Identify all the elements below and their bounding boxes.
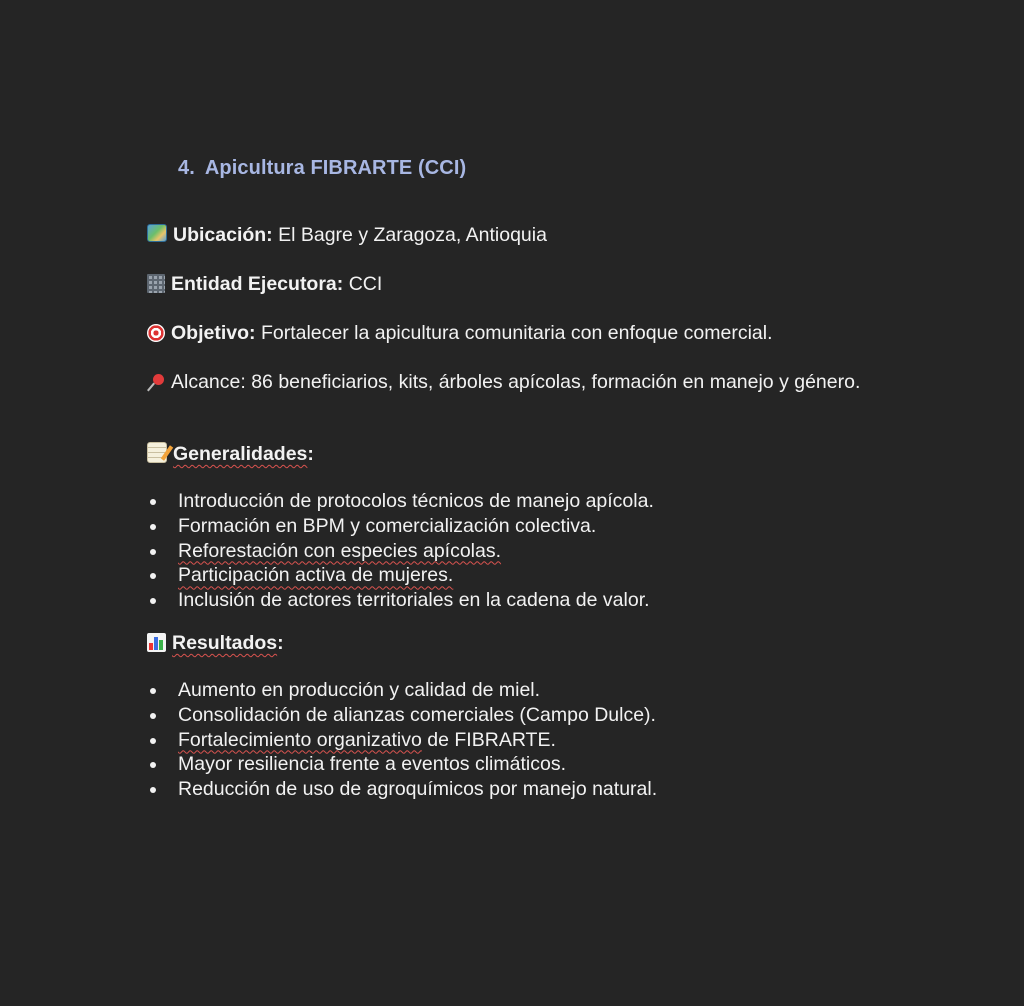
section-heading — [178, 157, 466, 180]
list-item: Consolidación de alianzas comerciales (Campo Dulce). — [147, 703, 657, 728]
generalidades-list — [147, 489, 654, 613]
objetivo-line — [147, 319, 877, 347]
memo-icon — [147, 442, 167, 463]
resultados-list — [147, 678, 657, 802]
entidad-label: Entidad Ejecutora: — [171, 273, 344, 295]
pushpin-icon — [147, 373, 165, 391]
ubicacion-line — [147, 221, 877, 249]
list-item: Mayor resiliencia frente a eventos climáticos. — [147, 752, 657, 777]
generalidades-heading — [147, 440, 877, 468]
target-icon — [147, 324, 165, 342]
alcance-paragraph — [147, 368, 867, 396]
list-item: Inclusión de actores territoriales en la cadena de valor. — [147, 588, 654, 613]
resultados-colon: : — [277, 632, 284, 654]
building-icon — [147, 274, 165, 293]
generalidades-title: Generalidades — [173, 443, 308, 465]
list-item: Aumento en producción y calidad de miel. — [147, 678, 657, 703]
generalidades-colon: : — [307, 443, 314, 465]
objetivo-value: Fortalecer la apicultura comunitaria con enfoque comercial. — [260, 322, 773, 344]
list-item: Participación activa de mujeres. — [147, 563, 654, 588]
resultados-title: Resultados — [172, 632, 278, 654]
resultados-heading — [147, 629, 877, 657]
ubicacion-value: El Bagre y Zaragoza, Antioquia — [278, 224, 547, 246]
list-item: Reducción de uso de agroquímicos por manejo natural. — [147, 777, 657, 802]
alcance-text: Alcance: 86 beneficiarios, kits, árboles apícolas, formación en manejo y género. — [171, 371, 861, 393]
map-icon — [147, 224, 167, 242]
objetivo-label: Objetivo: — [171, 322, 256, 344]
ubicacion-label: Ubicación: — [173, 224, 273, 246]
list-item: Reforestación con especies apícolas. — [147, 539, 654, 564]
heading-title: Apicultura FIBRARTE (CCI) — [204, 157, 467, 179]
entidad-value: CCI — [348, 273, 383, 295]
list-item: Formación en BPM y comercialización colectiva. — [147, 514, 654, 539]
heading-number: 4. — [178, 157, 195, 179]
list-item: Fortalecimiento organizativo de FIBRARTE. — [147, 728, 657, 753]
bar-chart-icon — [147, 633, 166, 652]
entidad-line — [147, 270, 877, 298]
list-item: Introducción de protocolos técnicos de manejo apícola. — [147, 489, 654, 514]
